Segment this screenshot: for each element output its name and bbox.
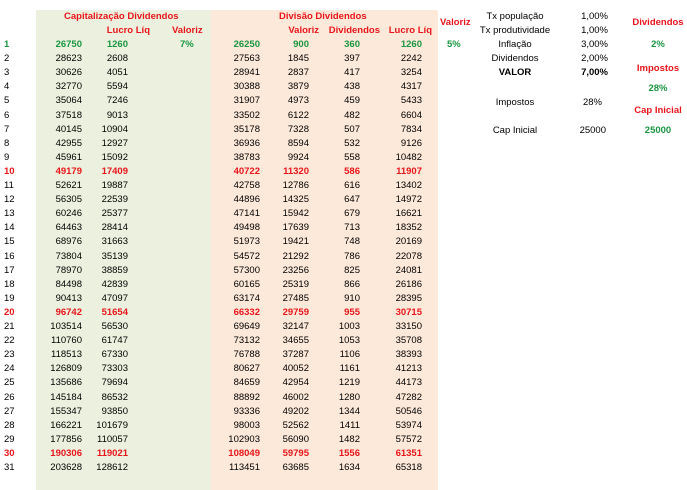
- cap-value-cell[interactable]: 73804: [55, 250, 82, 262]
- div-valoriz-cell[interactable]: 14325: [282, 194, 309, 206]
- cap-value-cell[interactable]: 28623: [55, 53, 82, 65]
- cap-value-cell[interactable]: 52621: [55, 180, 82, 191]
- div-dividendos-cell[interactable]: 1634: [338, 462, 360, 473]
- div-cap-cell[interactable]: 27563: [233, 53, 260, 65]
- div-valoriz-cell[interactable]: 49202: [282, 405, 309, 417]
- div-valoriz-cell[interactable]: 34655: [282, 335, 309, 347]
- div-lucro-cell[interactable]: 9126: [400, 137, 422, 149]
- cap-lucro-cell[interactable]: 128612: [96, 462, 128, 473]
- div-lucro-cell[interactable]: 1260: [400, 39, 422, 50]
- div-dividendos-cell[interactable]: 438: [344, 81, 360, 93]
- div-cap-cell[interactable]: 73132: [233, 335, 260, 347]
- side-cap-inicial-value[interactable]: 25000: [644, 125, 672, 136]
- div-lucro-cell[interactable]: 61351: [395, 447, 422, 459]
- cap-lucro-cell[interactable]: 22539: [101, 194, 128, 206]
- div-valoriz-cell[interactable]: 42954: [282, 377, 309, 389]
- side-dividendos-title[interactable]: Dividendos: [632, 17, 684, 28]
- lucro-liq-div-header[interactable]: Lucro Líq: [388, 25, 432, 36]
- cap-inicial-label: Cap Inicial: [492, 125, 538, 136]
- div-valoriz-cell[interactable]: 32147: [282, 321, 309, 332]
- cap-lucro-cell[interactable]: 17409: [101, 165, 128, 177]
- cap-value-cell[interactable]: 40145: [55, 123, 82, 135]
- div-dividendos-cell[interactable]: 679: [344, 208, 360, 220]
- side-impostos-title[interactable]: Impostos: [636, 63, 680, 74]
- cap-lucro-cell[interactable]: 1260: [106, 39, 128, 50]
- cap-lucro-cell[interactable]: 25377: [101, 208, 128, 220]
- div-lucro-cell[interactable]: 2242: [400, 53, 422, 65]
- div-cap-cell[interactable]: 80627: [233, 363, 260, 375]
- div-cap-cell[interactable]: 35178: [233, 123, 260, 135]
- div-dividendos-cell[interactable]: 558: [344, 151, 360, 163]
- year-cell[interactable]: 28: [4, 419, 15, 431]
- cap-lucro-cell[interactable]: 86532: [101, 391, 128, 403]
- div-dividendos-cell[interactable]: 459: [344, 95, 360, 107]
- cap-lucro-cell[interactable]: 73303: [101, 363, 128, 375]
- div-cap-cell[interactable]: 93336: [233, 405, 260, 417]
- div-cap-cell[interactable]: 98003: [233, 419, 260, 431]
- cap-inicial-value[interactable]: 25000: [579, 125, 606, 136]
- cap-value-cell[interactable]: 84498: [55, 278, 82, 290]
- year-cell[interactable]: 22: [4, 335, 15, 347]
- tx-produtividade-label: Tx produtividade: [479, 25, 551, 36]
- div-cap-cell[interactable]: 57300: [233, 264, 260, 276]
- cap-value-cell[interactable]: 103514: [50, 321, 82, 332]
- div-valoriz-cell[interactable]: 9924: [287, 151, 309, 163]
- div-dividendos-cell[interactable]: 1219: [338, 377, 360, 389]
- year-cell[interactable]: 20: [4, 306, 15, 318]
- div-cap-cell[interactable]: 28941: [233, 67, 260, 79]
- cap-lucro-cell[interactable]: 119021: [96, 447, 128, 459]
- dividendos-header[interactable]: Dividendos: [328, 25, 380, 36]
- year-cell[interactable]: 13: [4, 208, 15, 220]
- div-cap-cell[interactable]: 36936: [233, 137, 260, 149]
- year-cell[interactable]: 27: [4, 405, 15, 417]
- year-cell[interactable]: 19: [4, 292, 15, 304]
- cap-lucro-cell[interactable]: 51654: [101, 306, 128, 318]
- dividendos-value[interactable]: 2,00%: [581, 53, 608, 64]
- div-dividendos-cell[interactable]: 866: [344, 278, 360, 290]
- valoriz-div-header[interactable]: Valoriz: [288, 25, 319, 36]
- cap-value-cell[interactable]: 42955: [55, 137, 82, 149]
- year-cell[interactable]: 26: [4, 391, 15, 403]
- div-lucro-cell[interactable]: 41213: [395, 363, 422, 375]
- side-impostos-value[interactable]: 28%: [648, 83, 668, 94]
- div-lucro-cell[interactable]: 3254: [400, 67, 422, 79]
- cap-lucro-cell[interactable]: 12927: [101, 137, 128, 149]
- cap-lucro-cell[interactable]: 93850: [101, 405, 128, 417]
- div-dividendos-cell[interactable]: 1003: [338, 321, 360, 332]
- year-cell[interactable]: 18: [4, 278, 15, 290]
- div-lucro-cell[interactable]: 14972: [395, 194, 422, 206]
- tx-populacao-label: Tx população: [486, 11, 544, 22]
- valor-label: VALOR: [498, 67, 532, 78]
- year-cell[interactable]: 4: [4, 81, 10, 93]
- div-valoriz-cell[interactable]: 40052: [282, 363, 309, 375]
- div-valoriz-cell[interactable]: 4973: [287, 95, 309, 107]
- year-cell[interactable]: 11: [4, 180, 14, 191]
- div-valoriz-cell[interactable]: 8594: [287, 137, 309, 149]
- cap-value-cell[interactable]: 145184: [50, 391, 82, 403]
- cap-value-cell[interactable]: 190306: [50, 447, 82, 459]
- cap-value-cell[interactable]: 203628: [50, 462, 82, 473]
- div-dividendos-cell[interactable]: 616: [344, 180, 360, 191]
- div-valoriz-cell[interactable]: 21292: [282, 250, 309, 262]
- side-dividendos-value[interactable]: 2%: [651, 39, 665, 50]
- div-lucro-cell[interactable]: 24081: [395, 264, 422, 276]
- cap-value-cell[interactable]: 30626: [55, 67, 82, 79]
- year-cell[interactable]: 24: [4, 363, 15, 375]
- div-dividendos-cell[interactable]: 1106: [339, 349, 360, 361]
- div-lucro-cell[interactable]: 47282: [395, 391, 422, 403]
- year-cell[interactable]: 5: [4, 95, 10, 107]
- year-cell[interactable]: 3: [4, 67, 10, 79]
- cap-lucro-cell[interactable]: 15092: [101, 151, 128, 163]
- div-dividendos-cell[interactable]: 532: [344, 137, 360, 149]
- div-dividendos-cell[interactable]: 360: [344, 39, 360, 50]
- div-cap-cell[interactable]: 113451: [229, 462, 260, 473]
- div-dividendos-cell[interactable]: 910: [344, 292, 360, 304]
- year-cell[interactable]: 29: [4, 433, 15, 445]
- cap-lucro-cell[interactable]: 110057: [97, 433, 128, 445]
- div-lucro-cell[interactable]: 53974: [395, 419, 422, 431]
- div-valoriz-cell[interactable]: 3879: [287, 81, 309, 93]
- cap-lucro-cell[interactable]: 4051: [106, 67, 128, 79]
- div-lucro-cell[interactable]: 65318: [395, 462, 422, 473]
- valor-value[interactable]: 7,00%: [581, 67, 608, 78]
- div-dividendos-cell[interactable]: 1556: [338, 447, 360, 459]
- cap-dividendos-title[interactable]: Capitalização Dividendos: [64, 11, 179, 22]
- div-cap-cell[interactable]: 33502: [233, 109, 260, 121]
- div-cap-cell[interactable]: 60165: [233, 278, 260, 290]
- div-dividendos-cell[interactable]: 955: [344, 306, 360, 318]
- cap-lucro-cell[interactable]: 38859: [101, 264, 128, 276]
- div-lucro-cell[interactable]: 10482: [395, 151, 422, 163]
- div-cap-cell[interactable]: 47141: [233, 208, 260, 220]
- cap-lucro-cell[interactable]: 5594: [106, 81, 128, 93]
- div-dividendos-cell[interactable]: 825: [344, 264, 360, 276]
- cap-lucro-cell[interactable]: 7246: [106, 95, 128, 107]
- div-lucro-cell[interactable]: 38393: [395, 349, 422, 361]
- year-cell[interactable]: 1: [4, 39, 10, 50]
- div-valoriz-cell[interactable]: 25319: [282, 278, 309, 290]
- cap-value-cell[interactable]: 26750: [55, 39, 82, 50]
- dividendos-label: Dividendos: [491, 53, 539, 64]
- year-cell[interactable]: 8: [4, 137, 10, 149]
- cap-lucro-cell[interactable]: 19887: [101, 180, 128, 191]
- div-cap-cell[interactable]: 102903: [228, 433, 260, 445]
- cap-value-cell[interactable]: 35064: [55, 95, 82, 107]
- div-cap-cell[interactable]: 49498: [233, 222, 260, 234]
- cap-lucro-cell[interactable]: 56530: [101, 321, 128, 332]
- valoriz-side-pct[interactable]: 5%: [447, 39, 461, 50]
- cap-lucro-cell[interactable]: 28414: [101, 222, 128, 234]
- year-cell[interactable]: 14: [4, 222, 15, 234]
- div-lucro-cell[interactable]: 35708: [395, 335, 422, 347]
- impostos-value[interactable]: 28%: [582, 97, 602, 108]
- div-cap-cell[interactable]: 30388: [233, 81, 260, 93]
- div-lucro-cell[interactable]: 13402: [395, 180, 422, 191]
- div-cap-cell[interactable]: 54572: [233, 250, 260, 262]
- valoriz-pct[interactable]: 7%: [180, 39, 194, 50]
- div-lucro-cell[interactable]: 4317: [400, 81, 422, 93]
- div-valoriz-cell[interactable]: 15942: [282, 208, 309, 220]
- cap-value-cell[interactable]: 60246: [55, 208, 82, 220]
- valoriz-side-header[interactable]: Valoriz: [440, 17, 471, 28]
- div-valoriz-cell[interactable]: 11320: [283, 165, 309, 177]
- div-cap-cell[interactable]: 69649: [233, 321, 260, 332]
- div-dividendos-cell[interactable]: 397: [344, 53, 360, 65]
- cap-lucro-cell[interactable]: 47097: [101, 292, 128, 304]
- cap-value-cell[interactable]: 68976: [55, 236, 82, 248]
- div-lucro-cell[interactable]: 44173: [395, 377, 422, 389]
- cap-value-cell[interactable]: 78970: [55, 264, 82, 276]
- cap-lucro-cell[interactable]: 79694: [101, 377, 128, 389]
- div-lucro-cell[interactable]: 22078: [395, 250, 422, 262]
- div-dividendos-cell[interactable]: 713: [344, 222, 360, 234]
- div-valoriz-cell[interactable]: 2837: [287, 67, 309, 79]
- div-cap-cell[interactable]: 84659: [233, 377, 260, 389]
- div-valoriz-cell[interactable]: 63685: [282, 462, 309, 473]
- cap-lucro-cell[interactable]: 31663: [101, 236, 128, 248]
- div-valoriz-cell[interactable]: 59795: [282, 447, 309, 459]
- year-cell[interactable]: 31: [4, 462, 15, 473]
- div-cap-cell[interactable]: 40722: [233, 165, 260, 177]
- div-cap-cell[interactable]: 51973: [233, 236, 260, 248]
- div-lucro-cell[interactable]: 16621: [395, 208, 422, 220]
- cap-value-cell[interactable]: 166221: [50, 419, 82, 431]
- cap-lucro-cell[interactable]: 42839: [101, 278, 128, 290]
- div-dividendos-cell[interactable]: 586: [344, 165, 360, 177]
- div-lucro-cell[interactable]: 30715: [395, 306, 422, 318]
- cap-lucro-cell[interactable]: 61747: [101, 335, 128, 347]
- div-lucro-cell[interactable]: 11907: [396, 165, 422, 177]
- cap-lucro-cell[interactable]: 2608: [106, 53, 128, 65]
- div-lucro-cell[interactable]: 5433: [400, 95, 422, 107]
- div-dividendos-cell[interactable]: 417: [344, 67, 360, 79]
- div-cap-cell[interactable]: 38783: [233, 151, 260, 163]
- year-cell[interactable]: 9: [4, 151, 10, 163]
- div-valoriz-cell[interactable]: 56090: [282, 433, 309, 445]
- cap-value-cell[interactable]: 90413: [55, 292, 82, 304]
- div-cap-cell[interactable]: 66332: [233, 306, 260, 318]
- cap-value-cell[interactable]: 32770: [55, 81, 82, 93]
- div-lucro-cell[interactable]: 6604: [400, 109, 422, 121]
- div-lucro-cell[interactable]: 7834: [400, 123, 422, 135]
- div-lucro-cell[interactable]: 20169: [395, 236, 422, 248]
- div-lucro-cell[interactable]: 18352: [395, 222, 422, 234]
- div-valoriz-cell[interactable]: 900: [293, 39, 309, 50]
- cap-value-cell[interactable]: 135686: [50, 377, 82, 389]
- cap-lucro-cell[interactable]: 101679: [96, 419, 128, 431]
- year-cell[interactable]: 25: [4, 377, 15, 389]
- cap-lucro-cell[interactable]: 10904: [101, 123, 128, 135]
- div-lucro-cell[interactable]: 50546: [395, 405, 422, 417]
- year-cell[interactable]: 6: [4, 109, 10, 121]
- div-cap-cell[interactable]: 44896: [233, 194, 260, 206]
- div-cap-cell[interactable]: 76788: [233, 349, 260, 361]
- div-cap-cell[interactable]: 42758: [233, 180, 260, 191]
- cap-lucro-cell[interactable]: 9013: [106, 109, 128, 121]
- side-cap-inicial-title[interactable]: Cap Inicial: [634, 105, 682, 116]
- div-lucro-cell[interactable]: 33150: [395, 321, 422, 332]
- cap-value-cell[interactable]: 110760: [51, 335, 82, 347]
- year-cell[interactable]: 23: [4, 349, 15, 361]
- div-dividendos-cell[interactable]: 1482: [338, 433, 360, 445]
- div-dividendos-cell[interactable]: 507: [344, 123, 360, 135]
- div-lucro-cell[interactable]: 28395: [395, 292, 422, 304]
- div-valoriz-cell[interactable]: 37287: [282, 349, 309, 361]
- div-valoriz-cell[interactable]: 17639: [282, 222, 309, 234]
- div-dividendos-cell[interactable]: 748: [344, 236, 360, 248]
- year-cell[interactable]: 2: [4, 53, 10, 65]
- tx-populacao-value[interactable]: 1,00%: [581, 11, 608, 22]
- div-dividendos-cell[interactable]: 482: [344, 109, 360, 121]
- impostos-label: Impostos: [495, 97, 535, 108]
- div-valoriz-cell[interactable]: 12786: [282, 180, 309, 191]
- year-cell[interactable]: 21: [4, 321, 15, 332]
- div-dividendos-cell[interactable]: 1344: [338, 405, 360, 417]
- div-cap-cell[interactable]: 26250: [233, 39, 260, 50]
- inflacao-label: Inflação: [498, 39, 532, 50]
- cap-value-cell[interactable]: 126809: [50, 363, 82, 375]
- cap-value-cell[interactable]: 64463: [55, 222, 82, 234]
- cap-lucro-cell[interactable]: 35139: [101, 250, 128, 262]
- div-dividendos-cell[interactable]: 1411: [339, 419, 360, 431]
- valoriz-header[interactable]: Valoriz: [172, 25, 203, 36]
- cap-value-cell[interactable]: 56305: [55, 194, 82, 206]
- div-dividendos-cell[interactable]: 1053: [338, 335, 360, 347]
- cap-value-cell[interactable]: 155347: [50, 405, 82, 417]
- tx-produtividade-value[interactable]: 1,00%: [581, 25, 608, 36]
- year-cell[interactable]: 7: [4, 123, 10, 135]
- cap-value-cell[interactable]: 45961: [55, 151, 82, 163]
- div-lucro-cell[interactable]: 57572: [395, 433, 422, 445]
- div-valoriz-cell[interactable]: 27485: [282, 292, 309, 304]
- div-lucro-cell[interactable]: 26186: [395, 278, 422, 290]
- div-cap-cell[interactable]: 31907: [233, 95, 260, 107]
- year-cell[interactable]: 12: [4, 194, 15, 206]
- div-cap-cell[interactable]: 108049: [228, 447, 260, 459]
- cap-value-cell[interactable]: 96742: [55, 306, 82, 318]
- year-cell[interactable]: 15: [4, 236, 15, 248]
- div-valoriz-cell[interactable]: 52562: [282, 419, 309, 431]
- div-valoriz-cell[interactable]: 29759: [282, 306, 309, 318]
- div-cap-cell[interactable]: 63174: [233, 292, 260, 304]
- div-dividendos-cell[interactable]: 786: [344, 250, 360, 262]
- cap-value-cell[interactable]: 49179: [55, 165, 82, 177]
- div-valoriz-cell[interactable]: 23256: [282, 264, 309, 276]
- cap-value-cell[interactable]: 118513: [51, 349, 82, 361]
- lucro-liq-header[interactable]: Lucro Líq: [106, 25, 150, 36]
- cap-lucro-cell[interactable]: 67330: [101, 349, 128, 361]
- div-dividendos-cell[interactable]: 1161: [339, 363, 360, 375]
- inflacao-value[interactable]: 3,00%: [581, 39, 608, 50]
- div-dividendos-cell[interactable]: 647: [344, 194, 360, 206]
- div-cap-cell[interactable]: 88892: [233, 391, 260, 403]
- div-valoriz-cell[interactable]: 6122: [287, 109, 309, 121]
- year-cell[interactable]: 16: [4, 250, 15, 262]
- div-valoriz-cell[interactable]: 46002: [282, 391, 309, 403]
- cap-value-cell[interactable]: 177856: [50, 433, 82, 445]
- year-cell[interactable]: 30: [4, 447, 15, 459]
- year-cell[interactable]: 17: [4, 264, 15, 276]
- div-valoriz-cell[interactable]: 7328: [287, 123, 309, 135]
- cap-value-cell[interactable]: 37518: [55, 109, 82, 121]
- div-dividendos-cell[interactable]: 1280: [338, 391, 360, 403]
- div-valoriz-cell[interactable]: 19421: [282, 236, 309, 248]
- div-dividendos-title[interactable]: Divisão Dividendos: [279, 11, 367, 22]
- div-valoriz-cell[interactable]: 1845: [287, 53, 309, 65]
- year-cell[interactable]: 10: [4, 165, 15, 177]
